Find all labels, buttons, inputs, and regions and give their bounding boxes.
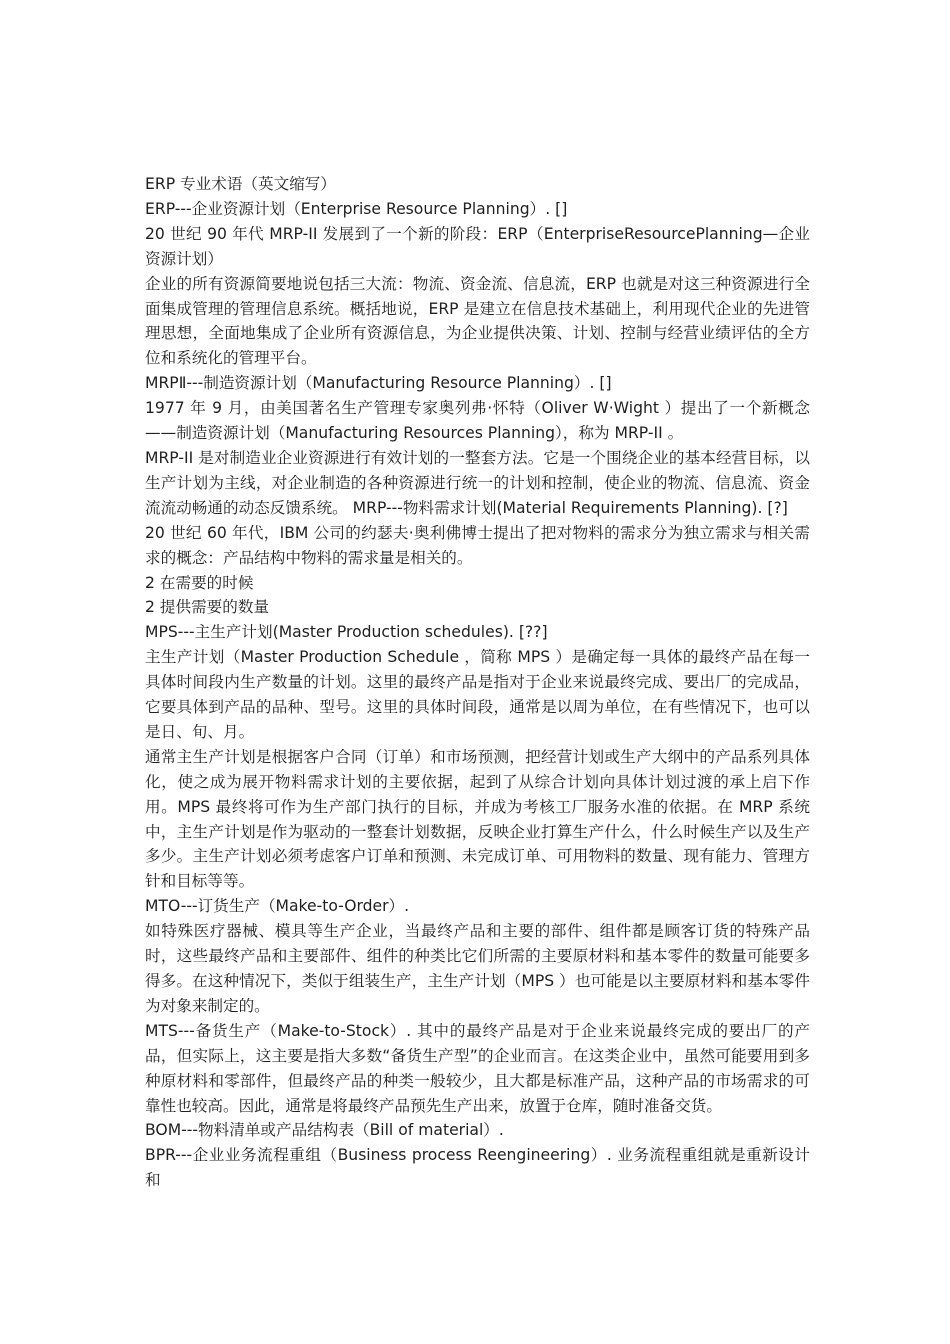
list-item-when-needed: 2 在需要的时候	[145, 573, 254, 592]
term-bpr: BPR---企业业务流程重组（Business process Reengineering）. 业务流程重组就是重新设计和	[145, 1146, 810, 1190]
term-mto: MTO---订货生产（Make-to-Order）.	[145, 897, 410, 916]
heading-erp-terms: ERP 专业术语（英文缩写）	[145, 175, 336, 193]
paragraph-erp-history: 20 世纪 90 年代 MRP-II 发展到了一个新的阶段：ERP（EnterpriseResourcePlanning—企业资源计划）	[145, 224, 810, 268]
term-bom: BOM---物料清单或产品结构表（Bill of material）.	[145, 1121, 504, 1140]
paragraph-mrp2-origin: 1977 年 9 月，由美国著名生产管理专家奥列弗·怀特（Oliver W·Wight ）提出了一个新概念——制造资源计划（Manufacturing Resources Planning），称为 MRP-II 。	[145, 399, 810, 443]
paragraph-mps-usage: 通常主生产计划是根据客户合同（订单）和市场预测，把经营计划或生产大纲中的产品系列具体化，使之成为展开物料需求计划的主要依据，起到了从综合计划向具体计划过渡的承上启下作用。MPS 最终将可作为生产部门执行的目标，并成为考核工厂服务水准的依据。在 MRP 系统中，主生产计划是作为驱动的一整套计划数据，反映企业打算生产什么，什么时候生产以及生产多少。主生产计划必须考虑客户订单和预测、未完成订单、可用物料的数量、现有能力、管理方针和目标等等。	[145, 747, 810, 891]
paragraph-erp-description: 企业的所有资源简要地说包括三大流：物流、资金流、信息流，ERP 也就是对这三种资源进行全面集成管理的管理信息系统。概括地说，ERP 是建立在信息技术基础上，利用现代企业的先进管理思想，全面地集成了企业所有资源信息，为企业提供决策、计划、控制与经营业绩评估的全方位和系统化的管理平台。	[145, 274, 810, 368]
paragraph-mps-definition: 主生产计划（Master Production Schedule ，简称 MPS ）是确定每一具体的最终产品在每一具体时间段内生产数量的计划。这里的最终产品是指对于企业来说最终完成、要出厂的完成品，它要具体到产品的品种、型号。这里的具体时间段，通常是以周为单位，在有些情况下，也可以是日、旬、月。	[145, 648, 810, 741]
paragraph-mto-description: 如特殊医疗器械、模具等生产企业，当最终产品和主要的部件、组件都是顾客订货的特殊产品时，这些最终产品和主要部件、组件的种类比它们所需的主要原材料和基本零件的数量可能要多得多。在这种情况下，类似于组装生产，主生产计划（MPS ）也可能是以主要原材料和基本零件为对象来制定的。	[145, 922, 810, 1015]
list-item-quantity-needed: 2 提供需要的数量	[145, 598, 270, 617]
term-mps: MPS---主生产计划(Master Production schedules). [??]	[145, 623, 548, 642]
paragraph-mrp-history: 20 世纪 60 年代，IBM 公司的约瑟夫·奥利佛博士提出了把对物料的需求分为独立需求与相关需求的概念：产品结构中物料的需求量是相关的。	[145, 523, 810, 567]
term-mrp2: MRPⅡ---制造资源计划（Manufacturing Resource Planning）. []	[145, 374, 612, 393]
term-erp: ERP---企业资源计划（Enterprise Resource Planning）. []	[145, 199, 568, 218]
paragraph-mts-description: MTS---备货生产（Make-to-Stock）. 其中的最终产品是对于企业来说最终完成的要出厂的产品，但实际上，这主要是指大多数“备货生产型”的企业而言。在这类企业中，虽然可能要用到多种原材料和零部件，但最终产品的种类一般较少，且大都是标准产品，这种产品的市场需求的可靠性也较高。因此，通常是将最终产品预先生产出来，放置于仓库，随时准备交货。	[145, 1021, 810, 1115]
paragraph-mrp2-description: MRP-II 是对制造业企业资源进行有效计划的一整套方法。它是一个围绕企业的基本经营目标，以生产计划为主线，对企业制造的各种资源进行统一的计划和控制，使企业的物流、信息流、资金流流动畅通的动态反馈系统。 MRP---物料需求计划(Material Requirements Planning). [?]	[145, 448, 810, 517]
document-body	[145, 172, 810, 1193]
